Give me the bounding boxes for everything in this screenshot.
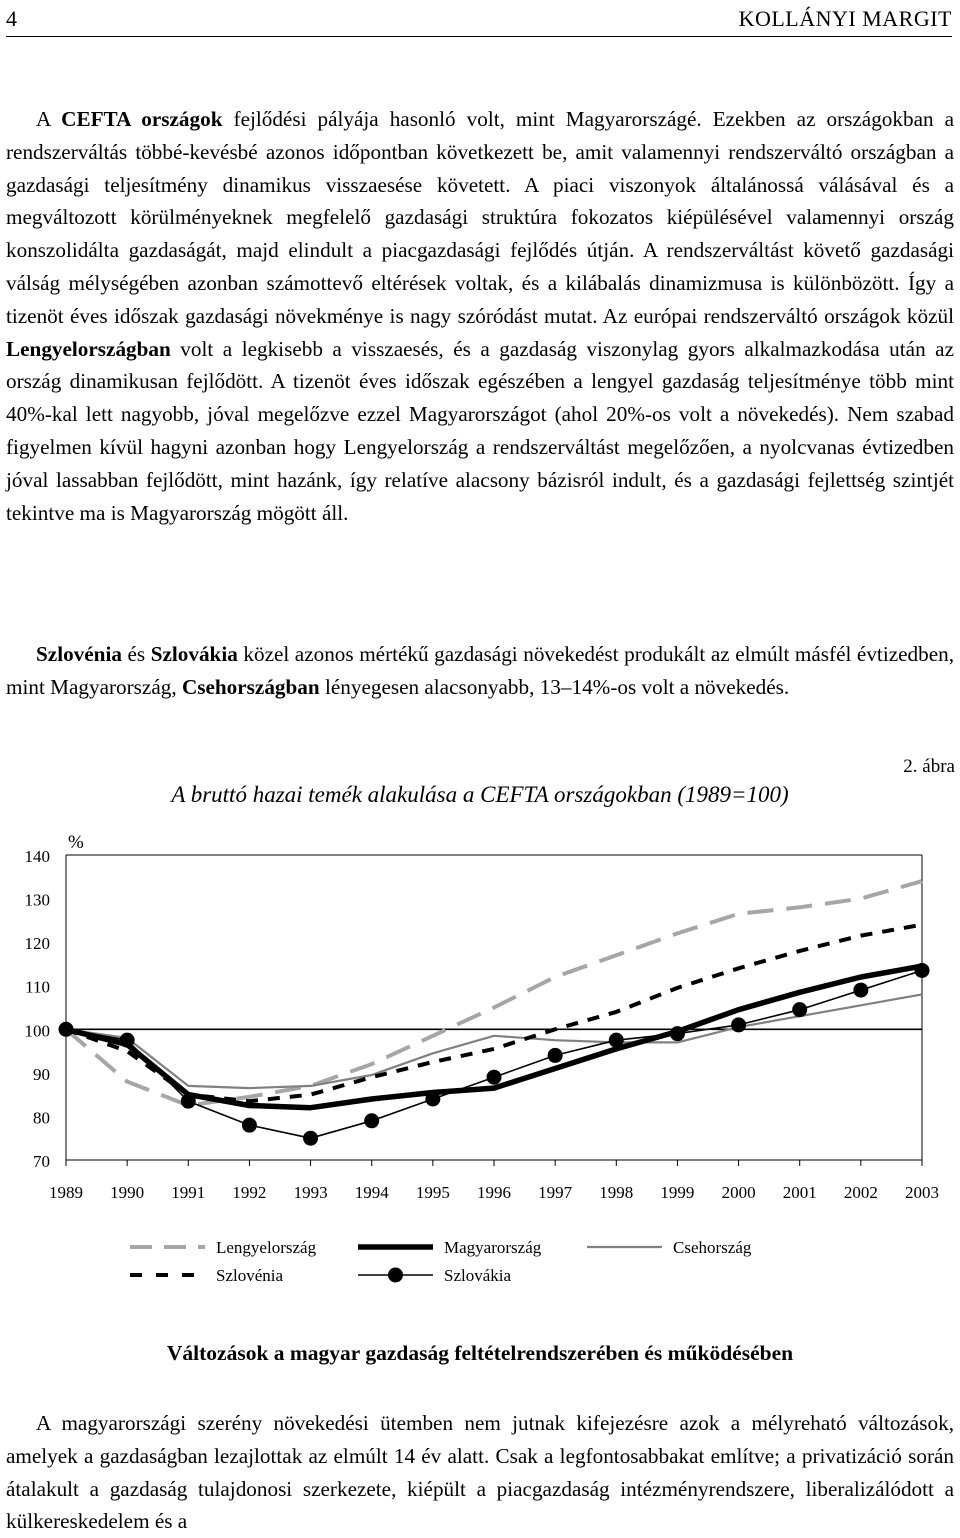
data-point-szlovakia [853,983,868,998]
page-header [6,6,952,37]
y-axis-label: % [68,832,84,853]
x-tick-label: 1998 [599,1183,634,1202]
gdp-line-chart [0,745,960,1305]
legend-label-szlovenia: Szlovénia [216,1266,284,1285]
data-point-szlovakia [731,1017,746,1032]
x-tick-label: 2001 [782,1183,817,1202]
figure-label: 2. ábra [903,756,955,777]
x-tick-label: 1993 [293,1183,328,1202]
y-tick-label: 100 [24,1021,50,1041]
y-tick-label: 70 [33,1152,50,1171]
y-tick-label: 130 [24,890,50,910]
y-tick-label: 140 [24,847,50,866]
x-tick-label: 1994 [354,1183,389,1202]
x-tick-label: 1990 [110,1183,145,1202]
paragraph-changes: A magyarországi szerény növekedési ütemben nem jutnak kifejezésre azok a mélyreható változások, amelyek a gazdaságban lezajlottak az elmúlt 14 év alatt. Csak a legfontosabbakat említve; a privatizáció során átalakult a gazdaság tulajdonosi szerkezete, kiépült a piacgazdaság intézményrendszere, liberalizálódott a külkereskedelem és a [6,1411,954,1534]
data-point-szlovakia [548,1048,563,1063]
x-tick-label: 1999 [660,1183,695,1202]
x-tick-label: 2003 [905,1183,939,1202]
x-tick-label: 1995 [415,1183,450,1202]
data-point-szlovakia [303,1131,318,1146]
y-tick-label: 90 [33,1064,50,1084]
legend-label-csehorszag: Csehország [673,1238,752,1257]
x-tick-label: 2002 [843,1183,878,1202]
legend-label-magyarorszag: Magyarország [444,1238,542,1257]
x-tick-label: 1996 [477,1183,511,1202]
page-number: 4 [6,6,17,31]
legend-marker-szlovakia [388,1268,403,1283]
section-heading: Változások a magyar gazdaság feltételrendszerében és működésében [166,1341,794,1365]
data-point-szlovakia [242,1118,257,1133]
x-tick-label: 1989 [49,1183,83,1202]
legend-label-lengyelorszag: Lengyelország [216,1238,317,1257]
data-point-szlovakia [792,1002,807,1017]
y-tick-label: 80 [33,1108,50,1128]
running-head-author: KOLLÁNYI MARGIT [738,6,952,31]
x-tick-label: 1992 [232,1183,267,1202]
x-tick-label: 1997 [538,1183,573,1202]
y-tick-label: 110 [25,977,50,997]
data-point-szlovakia [364,1113,379,1128]
y-tick-label: 120 [24,934,50,954]
x-tick-label: 1991 [171,1183,206,1202]
paragraph-cefta: A CEFTA országok fejlődési pályája hasonló volt, mint Magyarországé. Ezekben az országokban a rendszerváltás többé-kevésbé azonos időpontban következett be, amit valamennyi rendszerváltó országban a gazdasági teljesítmény dinamikus visszaesése követett. A piaci viszonyok általánossá válásával és a megváltozott körülményeknek megfelelő gazdasági struktúra fokozatos kiépülésével valamennyi ország konszolidálta gazdaságát, majd elindult a piacgazdasági fejlődés útján. A rendszerváltást követő gazdasági válság mélységében azonban számottevő eltérések voltak, és a kilábalás dinamizmusa is különbözött. Így a tizenöt éves időszak gazdasági növekménye is nagy szóródást mutat. Az európai rendszerváltó országok közül Lengyelországban volt a legkisebb a visszaesés, és a gazdaság viszonylag gyors alkalmazkodása után az ország dinamikusan fejlődött. A tizenöt éves időszak egészében a lengyel gazdaság teljesítménye több mint 40%-kal lett nagyobb, jóval megelőzve ezzel Magyarországot (ahol 20%-os volt a növekedés). Nem szabad figyelmen kívül hagyni azonban hogy Lengyelország a rendszerváltást megelőzően, a nyolcvanas évtizedben jóval lassabban fejlődött, mint hazánk, így relatíve alacsony bázisról indult, és a gazdasági fejlettség szintjét tekintve ma is Magyarország mögött áll. [6,107,954,525]
x-tick-label: 2000 [721,1183,756,1202]
paragraph-slovenia-slovakia: Szlovénia és Szlovákia közel azonos mértékű gazdasági növekedést produkált az elmúlt másfél évtizedben, mint Magyarország, Csehországban lényegesen alacsonyabb, 13–14%-os volt a növekedés. [6,642,954,699]
data-point-szlovakia [487,1070,502,1085]
chart-title: A bruttó hazai temék alakulása a CEFTA országokban (1989=100) [171,782,789,807]
legend-label-szlovakia: Szlovákia [444,1266,512,1285]
